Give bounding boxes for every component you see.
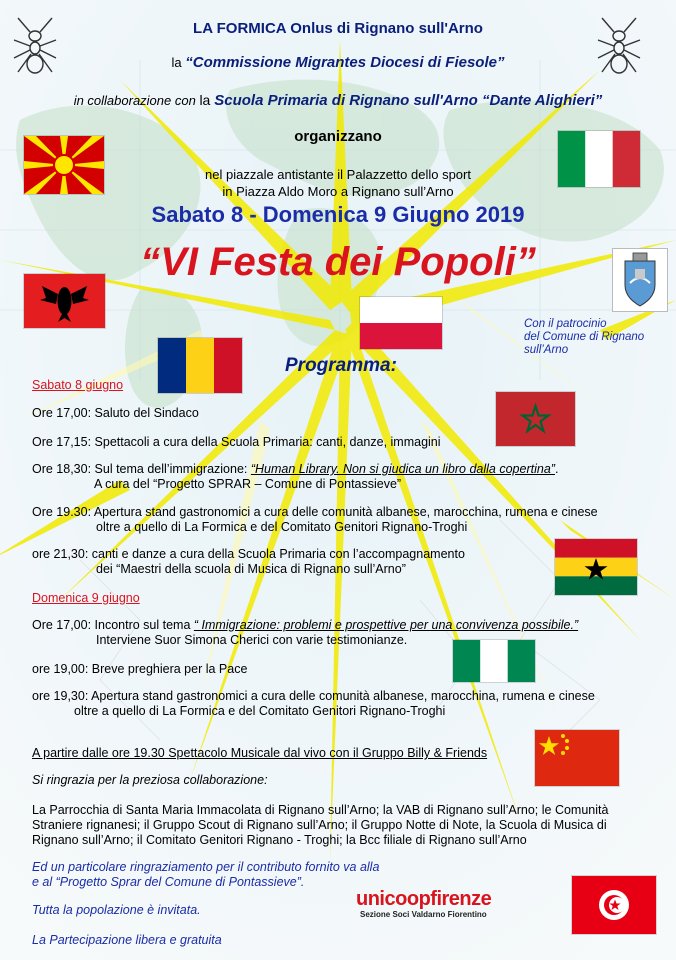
day1-label: Sabato 8 giugno: [32, 378, 124, 392]
unicoop-wordmark: [356, 888, 526, 910]
human-library-quote: “Human Library. Non si giudica un libro dalla copertina”: [250, 462, 555, 476]
commission-line: [0, 54, 676, 71]
invitation: Tutta la popolazione è invitata.: [32, 903, 201, 917]
day1-item-3-suffix: .: [554, 462, 559, 476]
flag-north-macedonia: [24, 136, 104, 194]
day2-item-1: [32, 618, 578, 633]
day2-item-1-prefix: Ore 17,00: Incontro sul tema: [32, 618, 194, 632]
day2-item-1-sub: Interviene Suor Simona Cherici con varie testimonianze.: [96, 633, 408, 647]
day2-item-3-sub: oltre a quello di La Formica e del Comitato Genitori Rignano-Troghi: [74, 704, 446, 718]
flag-poland: [360, 297, 442, 349]
day1-item-3-sub: A cura del “Progetto SPRAR – Comune di Pontassieve”: [94, 477, 402, 491]
patronage-line-3: sull’Arno: [524, 344, 569, 356]
organizer-line: LA FORMICA Onlus di Rignano sull'Arno: [193, 20, 483, 37]
event-date: Sabato 8 - Domenica 9 Giugno 2019: [151, 202, 525, 227]
free-participation: La Partecipazione libera e gratuita: [32, 933, 222, 947]
programma-heading: Programma:: [285, 355, 397, 376]
special-thanks-line-1: Ed un particolare ringraziamento per il contributo fornito va alla: [32, 860, 380, 874]
comune-coat-of-arms: [612, 248, 668, 312]
thanks-line-3: Rignano sull’Arno; il Comitato Genitori Rignano - Troghi; la Bcc filiale di Rignano sull’Arno: [32, 833, 527, 847]
collaboration-line: [0, 92, 676, 109]
unicoop-brand-right: pfirenze: [418, 888, 492, 910]
day2-label: Domenica 9 giugno: [32, 591, 140, 605]
day1-item-4: Ore 19.30: Apertura stand gastronomici a cura delle comunità albanese, marocchina, rumena e cinese: [32, 505, 598, 519]
place-line-1: nel piazzale antistante il Palazzetto dello sport: [205, 167, 471, 182]
event-title: “VI Festa dei Popoli”: [140, 240, 536, 284]
unicoop-logo: [356, 888, 526, 928]
day1-item-3-prefix: Ore 18,30: Sul tema dell’immigrazione:: [32, 462, 251, 476]
commission-name: “Commissione Migrantes Diocesi di Fiesole”: [185, 54, 505, 71]
collaboration-prefix: in collaborazione con: [73, 93, 200, 108]
music-announcement: A partire dalle ore 19.30 Spettacolo Musicale dal vivo con il Gruppo Billy & Friends: [32, 746, 488, 760]
day2-item-2: ore 19,00: Breve preghiera per la Pace: [32, 662, 248, 676]
flag-albania: [24, 274, 105, 328]
day1-item-3: [32, 462, 558, 477]
thanks-line-2: Straniere rignanesi; il Gruppo Scout di Rignano sull’Arno; il Gruppo Notte di Note, la Scuola di Musica di: [32, 818, 607, 832]
flag-italy: [558, 131, 640, 187]
patronage-line-1: Con il patrocinio: [524, 318, 607, 330]
flag-nigeria: [453, 640, 535, 682]
day2-item-3: ore 19,30: Apertura stand gastronomici a cura delle comunità albanese, marocchina, rumena e cinese: [32, 689, 595, 703]
unicoop-brand-mid: oo: [395, 888, 419, 910]
patronage-note: [524, 318, 644, 357]
day1-item-1: Ore 17,00: Saluto del Sindaco: [32, 406, 199, 420]
place-line-2: in Piazza Aldo Moro a Rignano sull’Arno: [222, 184, 454, 199]
day1-item-5: ore 21,30: canti e danze a cura della Scuola Primaria con l’accompagnamento: [32, 547, 465, 561]
unicoop-subtitle: Sezione Soci Valdarno Fiorentino: [360, 910, 487, 919]
school-name: Scuola Primaria di Rignano sull'Arno “Dante Alighieri”: [214, 92, 603, 109]
patronage-line-2: del Comune di Rignano: [524, 331, 645, 343]
flag-romania: [158, 338, 242, 393]
flag-morocco: [496, 392, 575, 446]
thanks-intro: Si ringrazia per la preziosa collaborazione:: [32, 773, 268, 787]
day1-item-2: Ore 17,15: Spettacoli a cura della Scuola Primaria: canti, danze, immagini: [32, 435, 441, 449]
day1-item-4-sub: oltre a quello di La Formica e del Comitato Genitori Rignano-Troghi: [96, 520, 468, 534]
flag-ghana: [555, 539, 637, 595]
flag-china: [535, 730, 619, 786]
immigrazione-quote: “ Immigrazione: problemi e prospettive per una convivenza possibile.”: [193, 618, 579, 632]
collaboration-la: la: [199, 92, 215, 108]
unicoop-brand-left: unic: [356, 888, 396, 910]
day1-item-5-sub: dei “Maestri della scuola di Musica di Rignano sull’Arno”: [96, 562, 406, 576]
commission-prefix: la: [171, 55, 186, 70]
shield-icon: [613, 249, 667, 311]
organizzano-label: organizzano: [294, 128, 382, 145]
thanks-line-1: La Parrocchia di Santa Maria Immacolata di Rignano sull’Arno; la VAB di Rignano sull’Arno; le Comunità: [32, 803, 609, 817]
flag-tunisia: [572, 876, 656, 934]
special-thanks-line-2: e al “Progetto Sprar del Comune di Pontassieve”.: [32, 875, 305, 889]
